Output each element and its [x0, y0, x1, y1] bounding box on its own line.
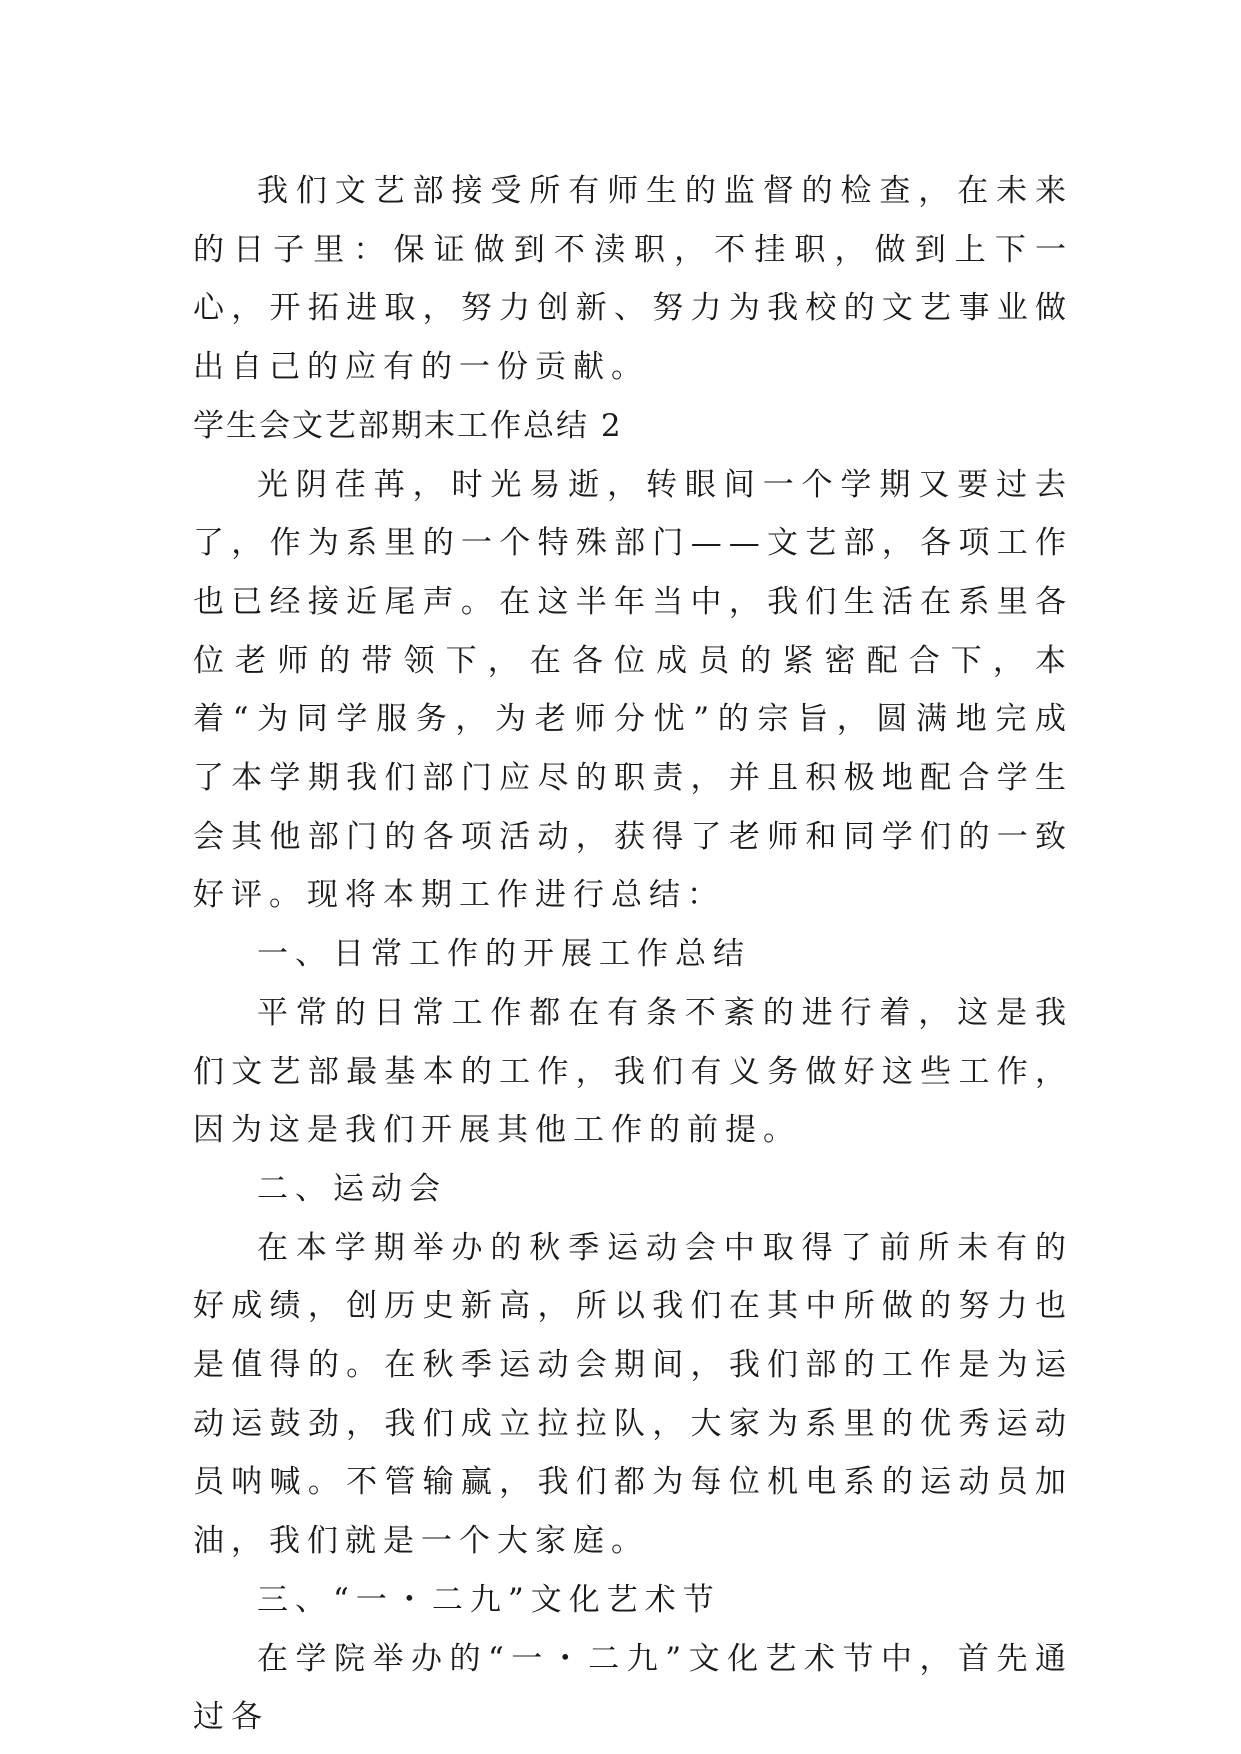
paragraph-supervision: 我们文艺部接受所有师生的监督的检查，在未来的日子里：保证做到不渎职，不挂职，做到上下一心，开拓进取，努力创新、努力为我校的文艺事业做出自己的应有的一份贡献。 — [193, 173, 1073, 386]
paragraph-arts-festival: 在学院举办的“一・二九”文化艺术节中，首先通过各 — [193, 1640, 1073, 1736]
document-body — [193, 162, 1073, 1747]
section-heading-daily-work: 一、日常工作的开展工作总结 — [257, 936, 751, 973]
paragraph-sports-meet: 在本学期举办的秋季运动会中取得了前所未有的好成绩，创历史新高，所以我们在其中所做的努力也是值得的。在秋季运动会期间，我们部的工作是为运动运鼓劲，我们成立拉拉队，大家为系里的优秀运动员呐喊。不管输赢，我们都为每位机电系的运动员加油，我们就是一个大家庭。 — [193, 1229, 1073, 1560]
section-heading-sports-meet: 二、运动会 — [257, 1170, 447, 1207]
paragraph-daily-work: 平常的日常工作都在有条不紊的进行着，这是我们文艺部最基本的工作，我们有义务做好这些工作，因为这是我们开展其他工作的前提。 — [193, 994, 1073, 1149]
document-title: 学生会文艺部期末工作总结 2 — [193, 407, 623, 444]
paragraph-intro: 光阴荏苒，时光易逝，转眼间一个学期又要过去了，作为系里的一个特殊部门——文艺部，各项工作也已经接近尾声。在这半年当中，我们生活在系里各位老师的带领下，在各位成员的紧密配合下，本着“为同学服务，为老师分忧”的宗旨，圆满地完成了本学期我们部门应尽的职责，并且积极地配合学生会其他部门的各项活动，获得了老师和同学们的一致好评。现将本期工作进行总结： — [193, 466, 1073, 914]
section-heading-arts-festival: 三、“一・二九”文化艺术节 — [257, 1581, 721, 1618]
